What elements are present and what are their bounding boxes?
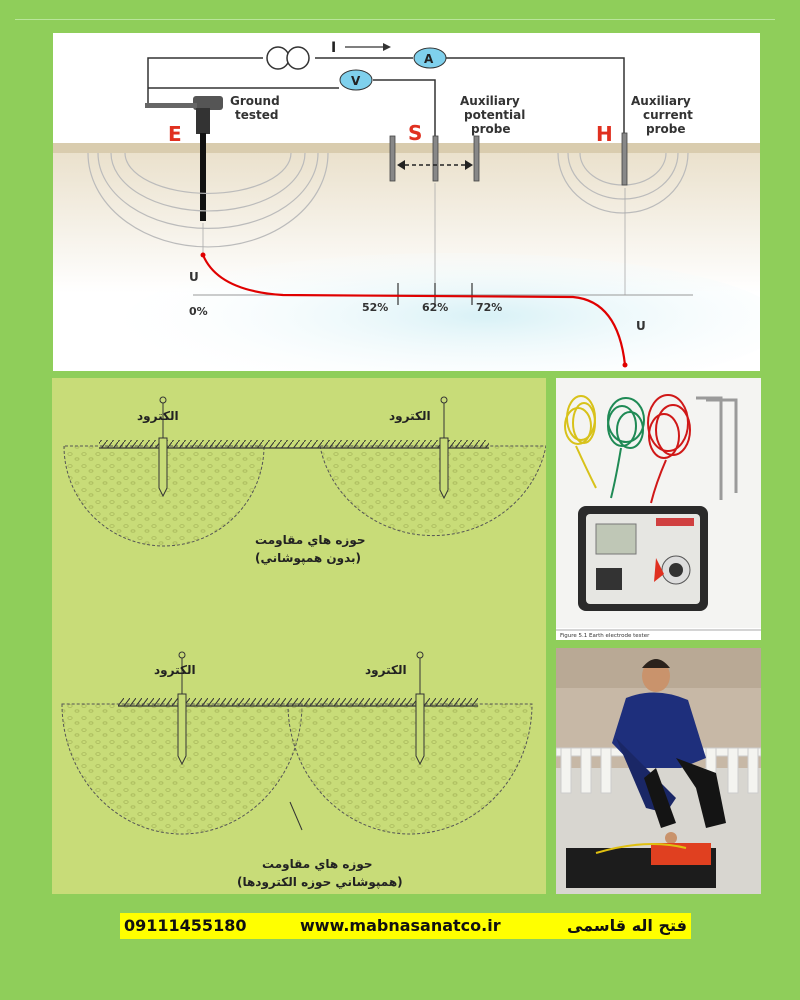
contact-footer bbox=[120, 913, 691, 939]
label-aux-potential-1: Auxiliary bbox=[460, 94, 520, 108]
label-u-bottom: U bbox=[636, 319, 646, 333]
website-link[interactable]: www.mabnasanatco.ir bbox=[300, 916, 501, 935]
e-electrode bbox=[200, 133, 206, 221]
label-0-percent: 0% bbox=[189, 305, 208, 318]
technician-illustration bbox=[556, 648, 761, 894]
no-overlap-caption-2: (بدون همپوشاني) bbox=[255, 551, 362, 565]
no-overlap-caption-1: حوزه هاي مقاومت bbox=[255, 533, 366, 547]
tester-device bbox=[578, 506, 708, 611]
fields-overlap bbox=[62, 652, 532, 890]
voltmeter-icon bbox=[340, 70, 372, 90]
label-aux-potential-2: potential bbox=[464, 108, 526, 122]
curve-end-point bbox=[623, 363, 628, 368]
label-h: H bbox=[596, 122, 613, 146]
tester-case bbox=[566, 843, 716, 888]
technician-photo bbox=[556, 648, 761, 894]
fields-svg bbox=[52, 378, 546, 894]
label-u-top: U bbox=[189, 270, 199, 284]
svg-text:V: V bbox=[351, 74, 361, 88]
label-ground: Ground bbox=[230, 94, 280, 108]
label-aux-current-2: current bbox=[643, 108, 693, 122]
top-divider bbox=[15, 19, 775, 20]
electrode-right-bottom bbox=[416, 652, 424, 764]
label-aux-current-1: Auxiliary bbox=[631, 94, 691, 108]
electrode-label: الکترود bbox=[137, 409, 179, 423]
diagram-svg bbox=[53, 33, 760, 371]
label-62-percent: 62% bbox=[422, 301, 449, 314]
electrode-right-top bbox=[440, 397, 448, 498]
tester-kit-illustration bbox=[556, 378, 761, 640]
phone-number: 09111455180 bbox=[124, 916, 247, 935]
svg-text:I: I bbox=[331, 40, 337, 56]
transformer-symbol bbox=[267, 47, 309, 69]
label-tested: tested bbox=[235, 108, 279, 122]
electrode-label: الکترود bbox=[154, 663, 196, 677]
label-52-percent: 52% bbox=[362, 301, 389, 314]
earth-tester-photo bbox=[556, 378, 761, 640]
photo-caption: Figure 5.1 Earth electrode tester bbox=[560, 633, 650, 639]
fields-no-overlap bbox=[64, 397, 546, 566]
overlap-pointer bbox=[290, 802, 302, 830]
resistance-fields-illustration bbox=[52, 378, 546, 894]
label-e: E bbox=[168, 122, 182, 146]
h-probe bbox=[622, 133, 627, 185]
label-aux-current-3: probe bbox=[646, 122, 686, 136]
overlap-caption-2: (همپوشاني حوزه الكترودها) bbox=[237, 875, 403, 889]
ammeter-icon bbox=[414, 48, 446, 68]
overlap-caption-1: حوزه هاي مقاومت bbox=[262, 857, 373, 871]
author-name: فتح اله قاسمی bbox=[566, 916, 687, 935]
label-s: S bbox=[408, 121, 423, 145]
svg-text:A: A bbox=[424, 52, 434, 66]
ground-surface bbox=[53, 143, 760, 153]
electrode-label: الکترود bbox=[389, 409, 431, 423]
label-aux-potential-3: probe bbox=[471, 122, 511, 136]
curve-start-point bbox=[201, 253, 206, 258]
ground-clamp-icon bbox=[145, 96, 223, 134]
current-arrow-icon bbox=[331, 40, 391, 56]
label-72-percent: 72% bbox=[476, 301, 503, 314]
electrode-label: الکترود bbox=[365, 663, 407, 677]
fall-of-potential-diagram bbox=[53, 33, 760, 371]
